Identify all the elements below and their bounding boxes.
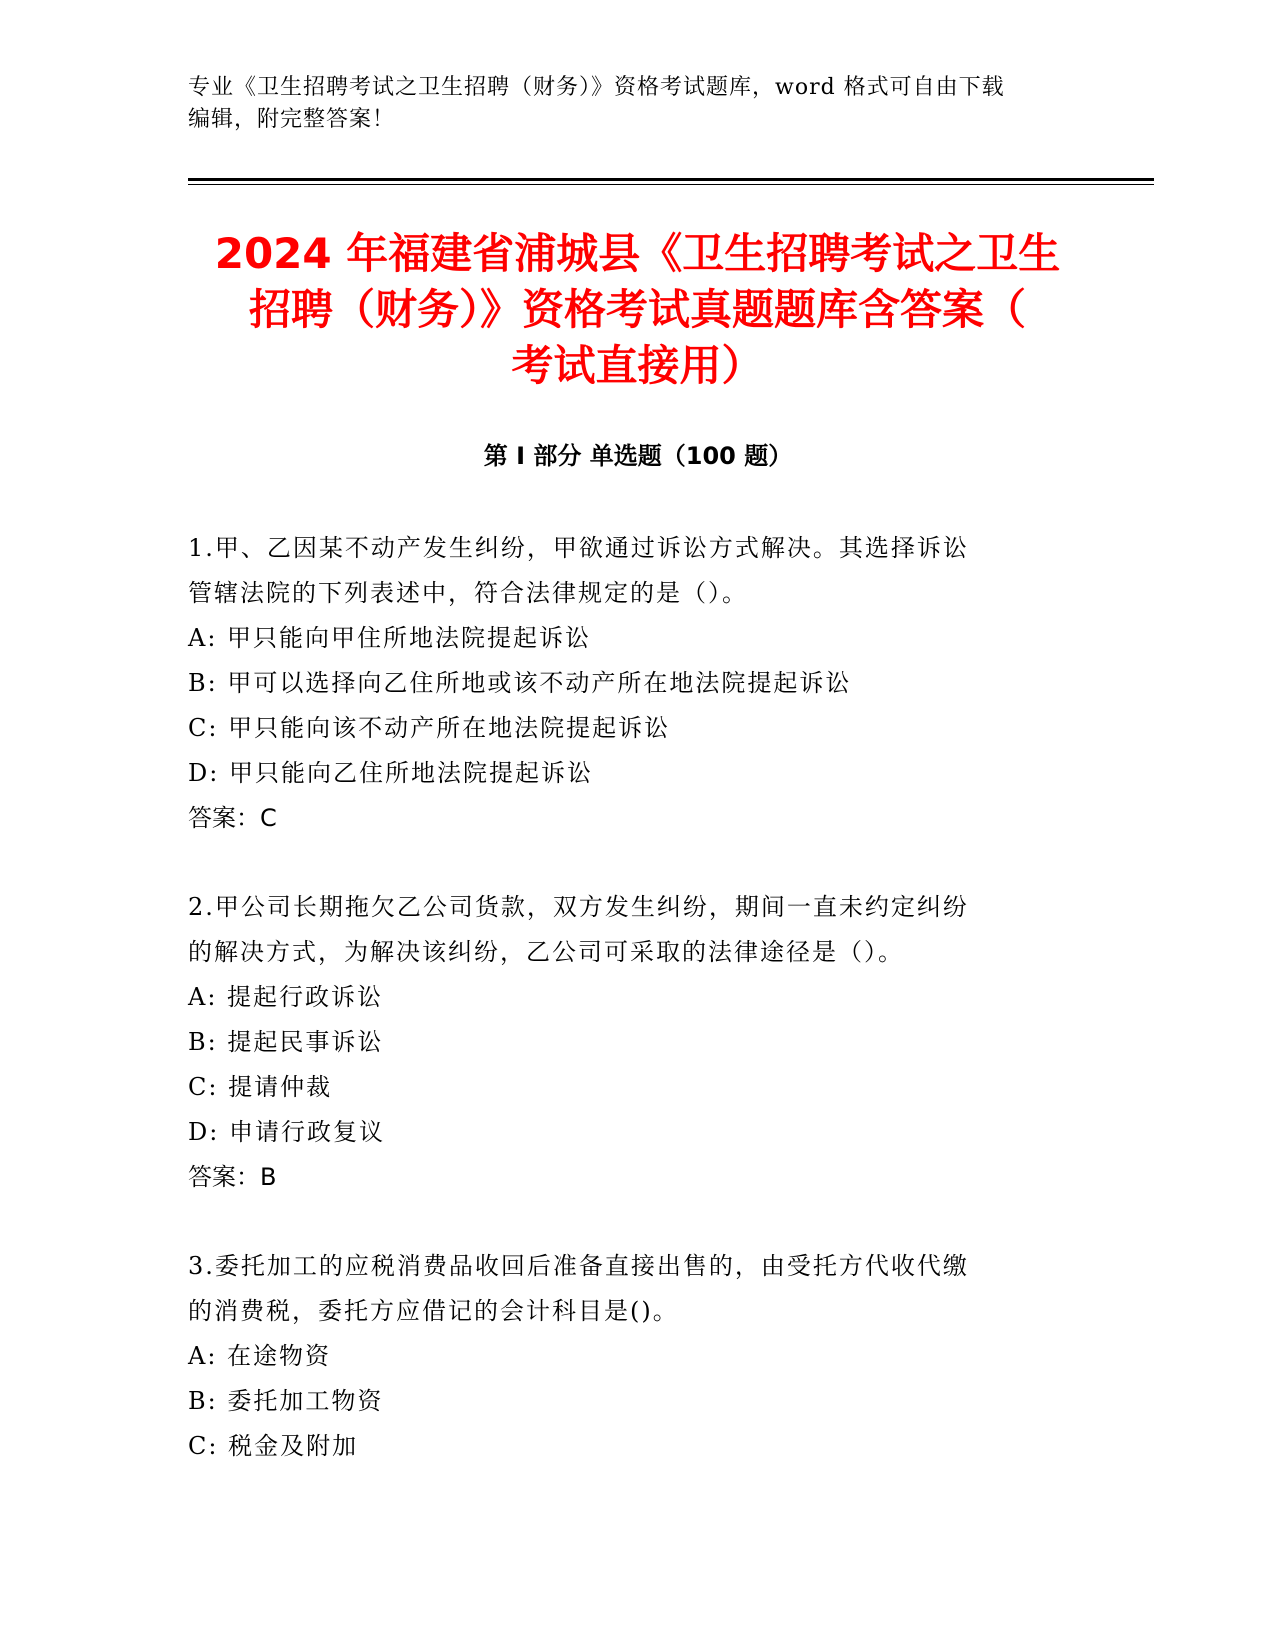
question-2	[188, 885, 1088, 1200]
question-1-answer: 答案：C	[188, 804, 277, 832]
question-3-option-b: B: 委托加工物资	[188, 1387, 384, 1415]
header-divider-thin	[188, 184, 1154, 185]
question-2-option-c: C: 提请仲裁	[188, 1073, 333, 1101]
question-3-option-c: C: 税金及附加	[188, 1432, 359, 1460]
question-1-option-c: C: 甲只能向该不动产所在地法院提起诉讼	[188, 714, 671, 742]
title-line1: 2024 年福建省浦城县《卫生招聘考试之卫生	[214, 229, 1061, 278]
question-1-stem-line1: 1.甲、乙因某不动产发生纠纷，甲欲通过诉讼方式解决。其选择诉讼	[188, 534, 969, 562]
question-1-option-a: A: 甲只能向甲住所地法院提起诉讼	[188, 624, 592, 652]
header-note	[188, 72, 1088, 136]
title-line2: 招聘（财务）》资格考试真题题库含答案（	[248, 285, 1026, 334]
question-1	[188, 526, 1088, 841]
question-3-stem-line1: 3.委托加工的应税消费品收回后准备直接出售的，由受托方代收代缴	[188, 1252, 969, 1280]
question-2-stem-line2: 的解决方式，为解决该纠纷，乙公司可采取的法律途径是（）。	[188, 938, 904, 966]
question-2-answer: 答案：B	[188, 1163, 277, 1191]
title-line3: 考试直接用）	[511, 341, 764, 390]
question-3-option-a: A: 在途物资	[188, 1342, 332, 1370]
header-note-line1: 专业《卫生招聘考试之卫生招聘（财务）》资格考试题库，word 格式可自由下载	[188, 75, 1005, 100]
section-title: 第 I 部分 单选题（100 题）	[483, 442, 793, 470]
question-2-option-b: B: 提起民事诉讼	[188, 1028, 384, 1056]
question-2-option-d: D: 申请行政复议	[188, 1118, 385, 1146]
question-list	[188, 526, 1088, 1513]
question-1-option-d: D: 甲只能向乙住所地法院提起诉讼	[188, 759, 593, 787]
header-divider-thick	[188, 178, 1154, 181]
question-2-stem-line1: 2.甲公司长期拖欠乙公司货款，双方发生纠纷，期间一直未约定纠纷	[188, 893, 969, 921]
header-note-line2: 编辑，附完整答案！	[188, 107, 396, 132]
question-3-stem-line2: 的消费税，委托方应借记的会计科目是()。	[188, 1297, 679, 1325]
question-1-stem-line2: 管辖法院的下列表述中，符合法律规定的是（）。	[188, 579, 748, 607]
question-1-option-b: B: 甲可以选择向乙住所地或该不动产所在地法院提起诉讼	[188, 669, 852, 697]
question-2-option-a: A: 提起行政诉讼	[188, 983, 384, 1011]
document-title	[170, 226, 1105, 394]
question-3	[188, 1244, 1088, 1469]
